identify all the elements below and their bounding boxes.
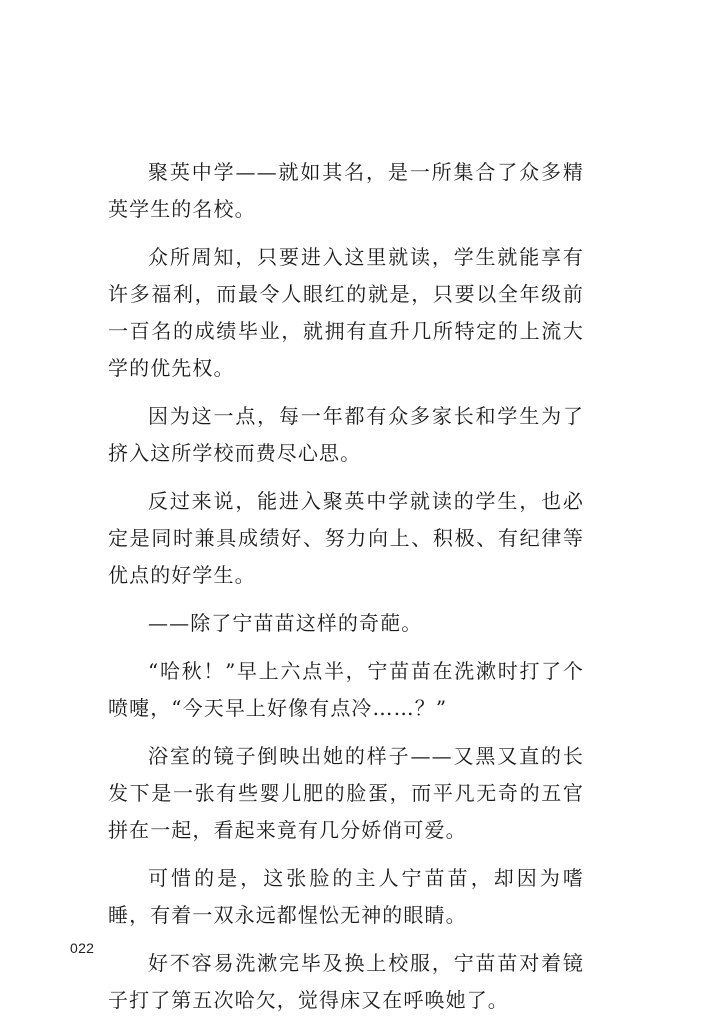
paragraph: 反过来说，能进入聚英中学就读的学生，也必定是同时兼具成绩好、努力向上、积极、有纪律等优点的好学生。 (108, 489, 584, 587)
body-text (108, 154, 584, 1030)
paragraph: “哈秋！”早上六点半，宁苗苗在洗漱时打了个喷嚏，“今天早上好像有点冷……？” (108, 659, 584, 720)
paragraph: 聚英中学——就如其名，是一所集合了众多精英学生的名校。 (108, 160, 584, 221)
paragraph: 可惜的是，这张脸的主人宁苗苗，却因为嗜睡，有着一双永远都惺忪无神的眼睛。 (108, 866, 584, 927)
paragraph: ——除了宁苗苗这样的奇葩。 (148, 611, 423, 635)
paragraph: 浴室的镜子倒映出她的样子——又黑又直的长发下是一张有些婴儿肥的脸蛋，而平凡无奇的五官拼在一起，看起来竟有几分娇俏可爱。 (108, 744, 584, 842)
paragraph: 因为这一点，每一年都有众多家长和学生为了挤入这所学校而费尽心思。 (108, 404, 584, 465)
page-number: 022 (70, 940, 95, 956)
paragraph: 众所周知，只要进入这里就读，学生就能享有许多福利，而最令人眼红的就是，只要以全年级前一百名的成绩毕业，就拥有直升几所特定的上流大学的优先权。 (108, 245, 584, 380)
paragraph: 好不容易洗漱完毕及换上校服，宁苗苗对着镜子打了第五次哈欠，觉得床又在呼唤她了。 (108, 951, 584, 1012)
